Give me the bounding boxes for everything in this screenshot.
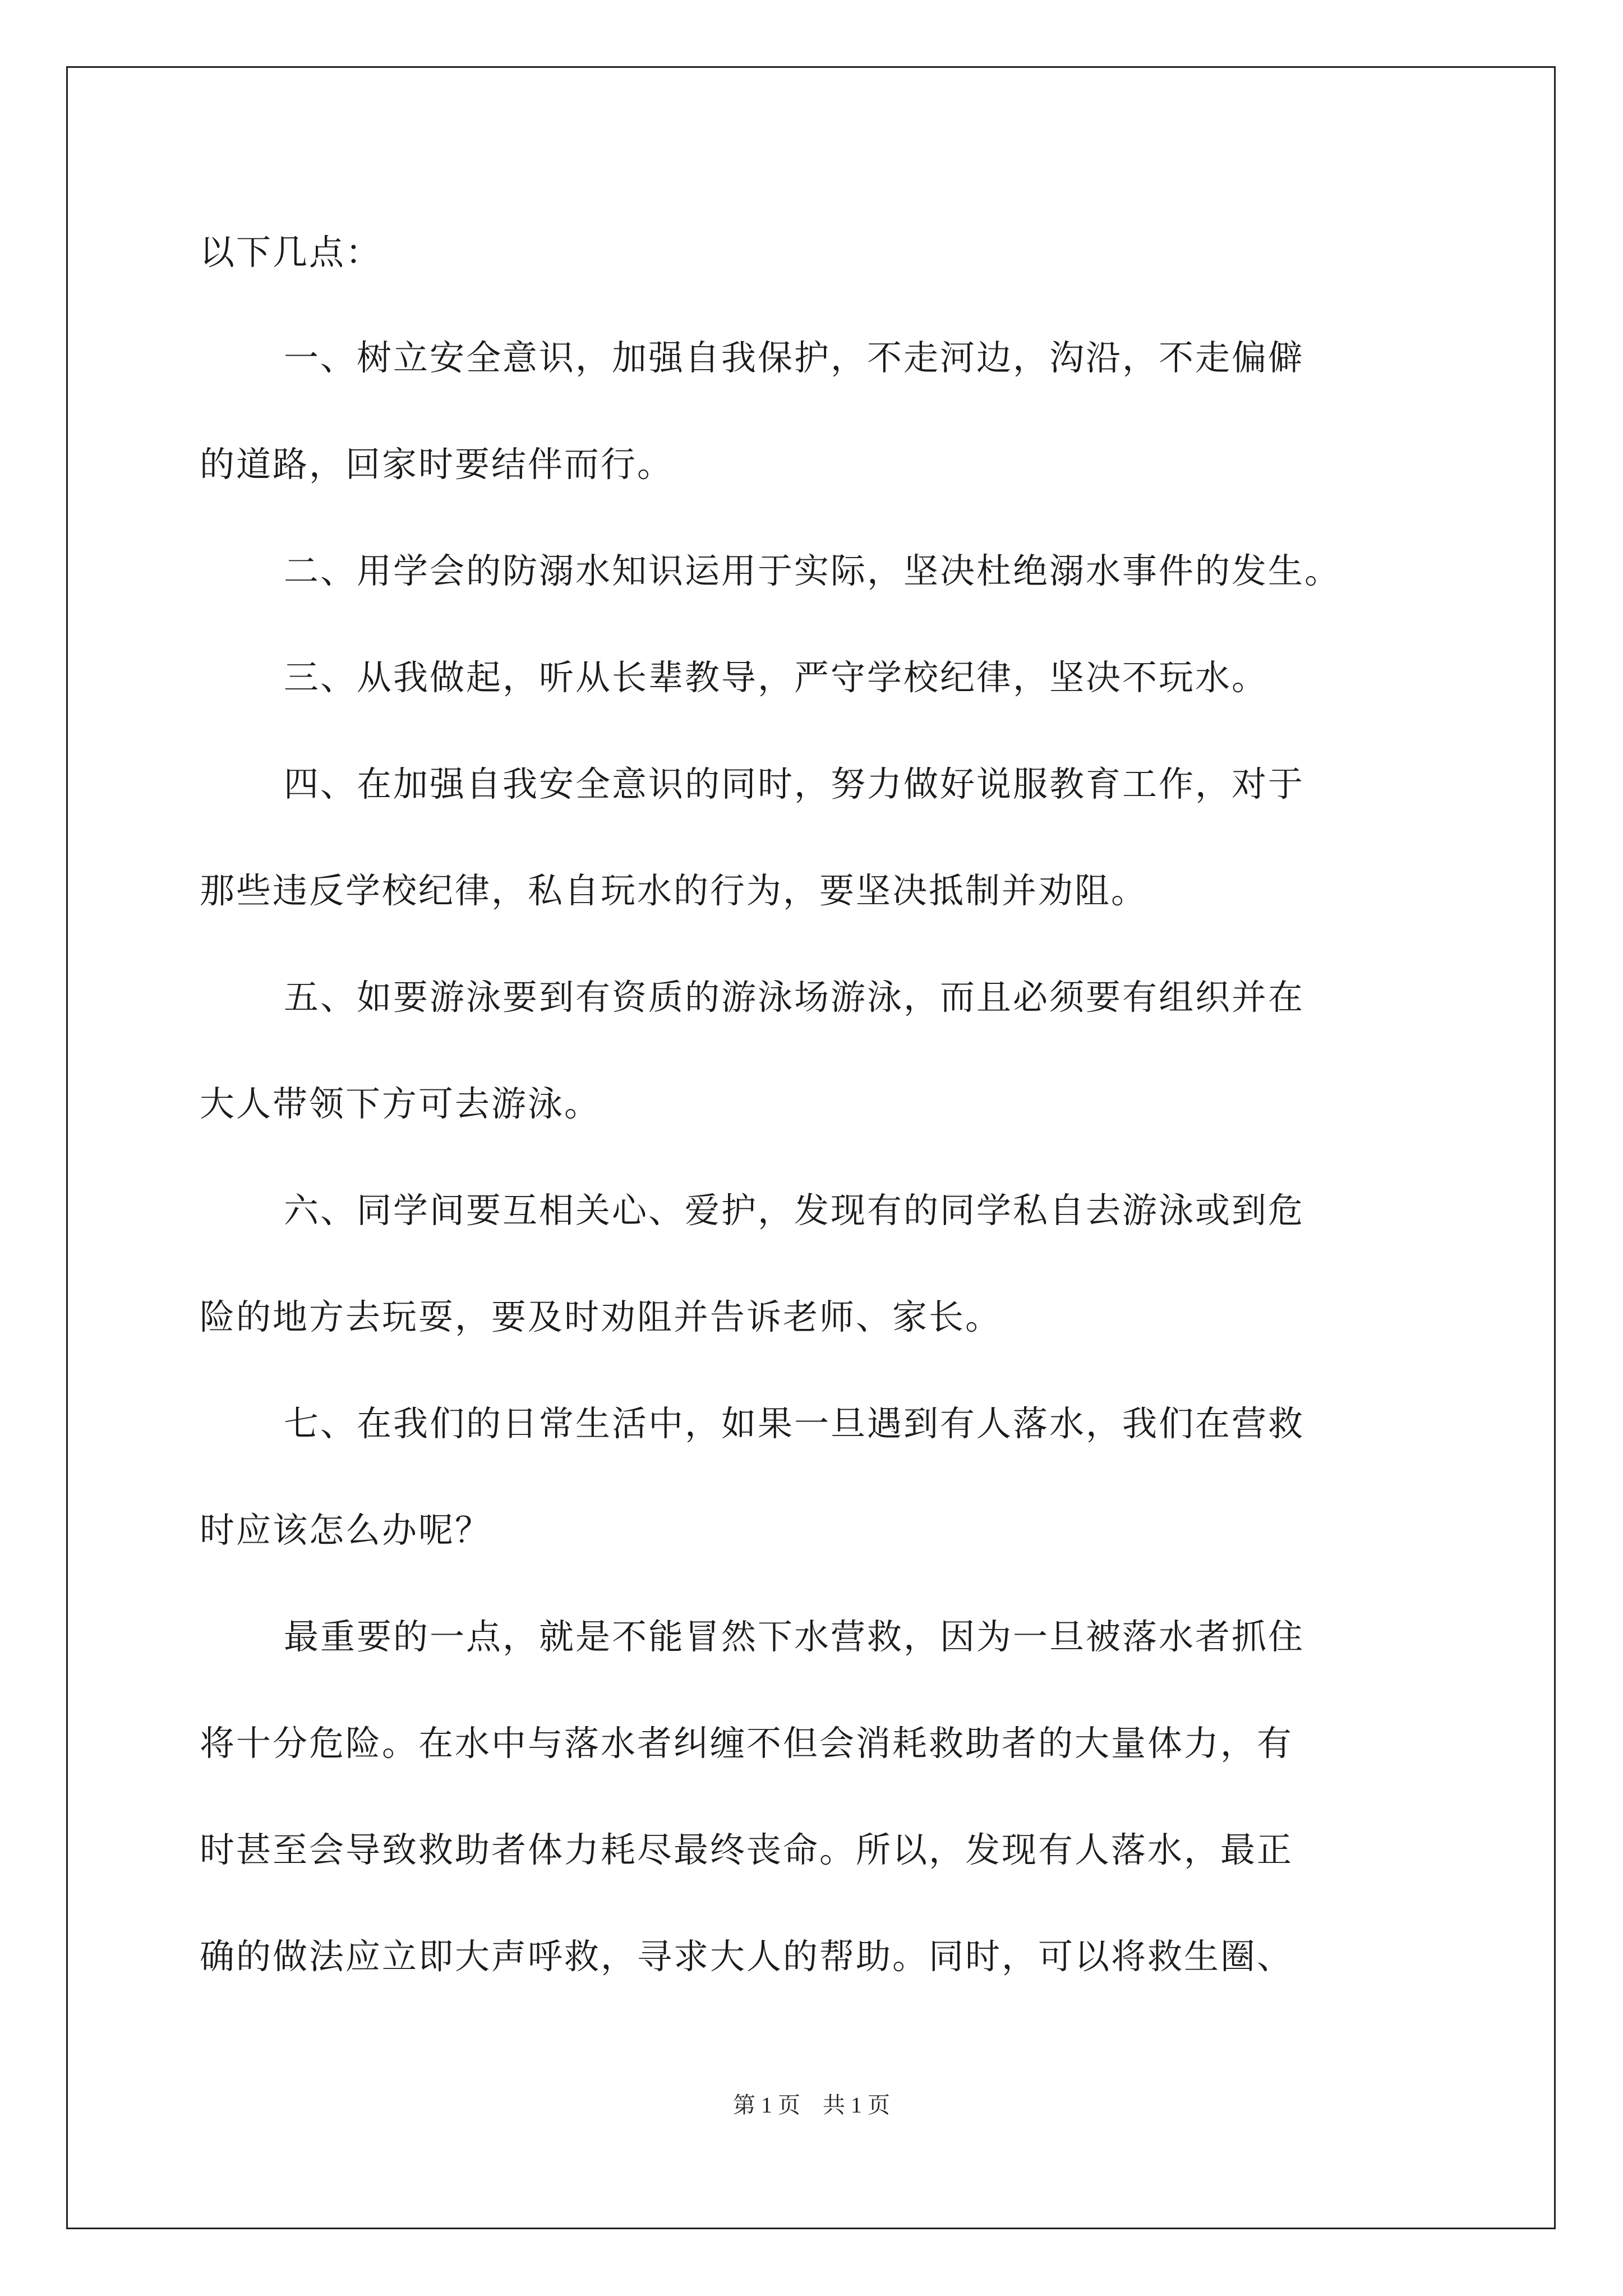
text-line: 确的做法应立即大声呼救，寻求大人的帮助。同时，可以将救生圈、 — [200, 1936, 1294, 1977]
text-line: 那些违反学校纪律，私自玩水的行为，要坚决抵制并劝阻。 — [200, 870, 1148, 911]
text-line: 六、同学间要互相关心、爱护，发现有的同学私自去游泳或到危 — [284, 1190, 1305, 1231]
text-line: 时甚至会导致救助者体力耗尽最终丧命。所以，发现有人落水，最正 — [200, 1829, 1294, 1870]
text-line: 一、树立安全意识，加强自我保护，不走河边，沟沿，不走偏僻 — [284, 337, 1305, 378]
page-border — [66, 66, 1556, 2229]
text-line: 的道路，回家时要结伴而行。 — [200, 444, 674, 485]
text-line: 以下几点： — [200, 232, 382, 273]
text-line: 险的地方去玩耍，要及时劝阻并告诉老师、家长。 — [200, 1296, 1002, 1337]
text-line: 四、在加强自我安全意识的同时，努力做好说服教育工作，对于 — [284, 763, 1305, 804]
text-line: 二、用学会的防溺水知识运用于实际，坚决杜绝溺水事件的发生。 — [284, 550, 1341, 591]
text-line: 最重要的一点，就是不能冒然下水营救，因为一旦被落水者抓住 — [284, 1616, 1305, 1657]
text-line: 三、从我做起，听从长辈教导，严守学校纪律，坚决不玩水。 — [284, 657, 1269, 698]
text-line: 大人带领下方可去游泳。 — [200, 1083, 601, 1124]
text-line: 七、在我们的日常生活中，如果一旦遇到有人落水，我们在营救 — [284, 1403, 1305, 1444]
page-number: 第 1 页 共 1 页 — [733, 2092, 890, 2118]
text-line: 时应该怎么办呢？ — [200, 1510, 492, 1550]
text-line: 将十分危险。在水中与落水者纠缠不但会消耗救助者的大量体力，有 — [200, 1723, 1294, 1764]
text-line: 五、如要游泳要到有资质的游泳场游泳，而且必须要有组织并在 — [284, 977, 1305, 1018]
